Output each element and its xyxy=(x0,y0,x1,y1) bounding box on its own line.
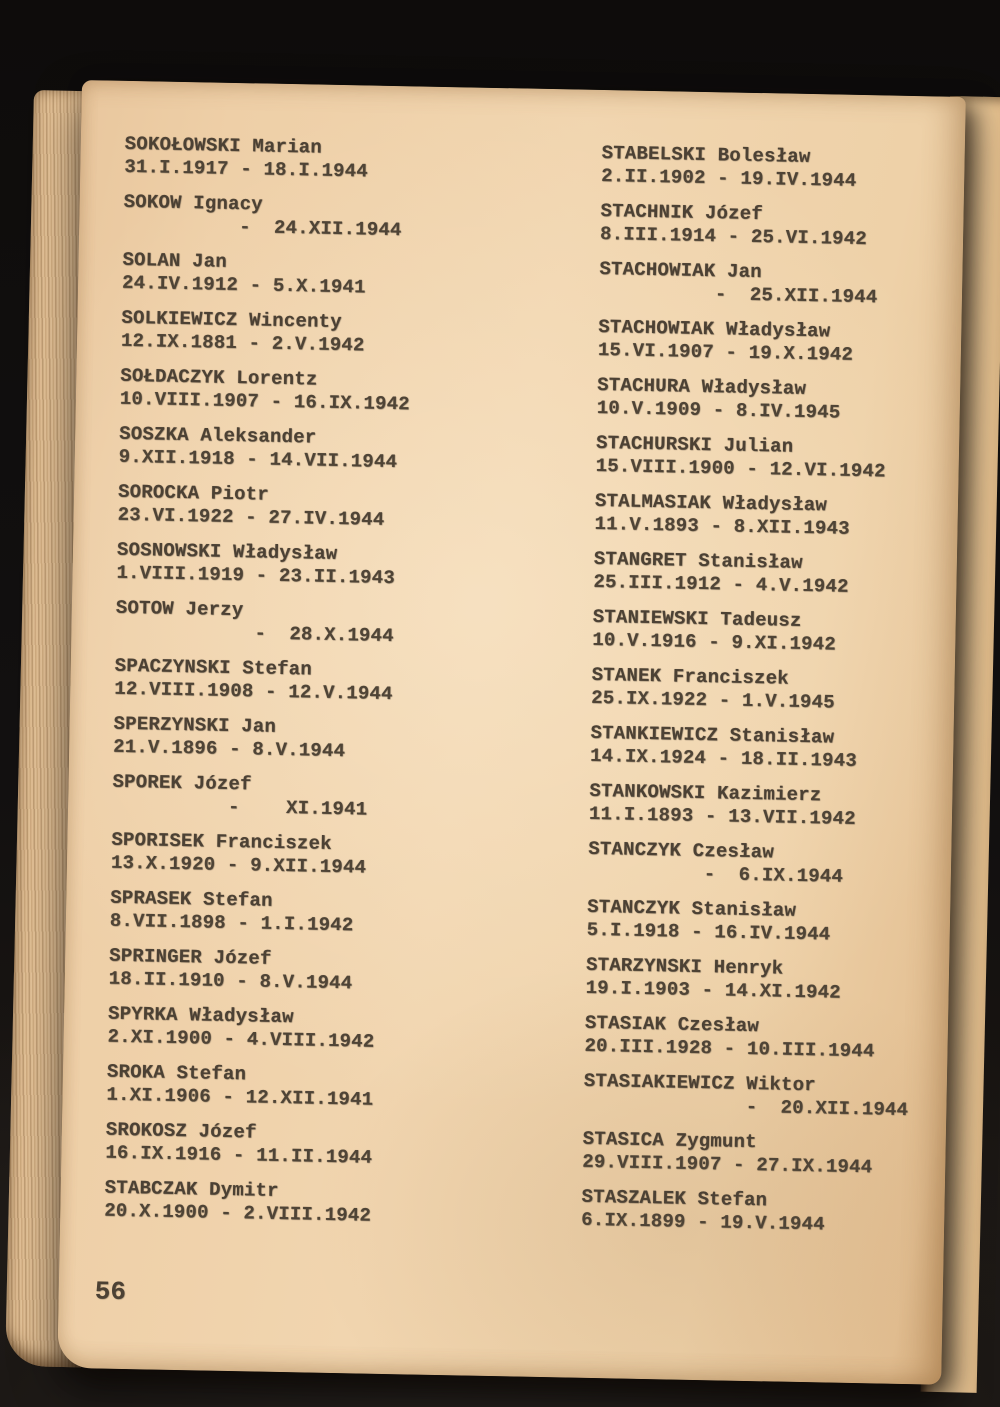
list-entry xyxy=(582,1128,908,1180)
list-entry xyxy=(105,1119,396,1171)
entry-life-dates: 15.VIII.1900 - 12.VI.1942 xyxy=(595,454,886,483)
entry-life-dates: 10.V.1916 - 9.XI.1942 xyxy=(592,628,837,656)
entry-person-name: STARZYNSKI Henryk xyxy=(585,953,784,980)
entry-person-name: STASIAKIEWICZ Wiktor xyxy=(583,1069,817,1097)
entry-life-dates: - 28.X.1944 xyxy=(115,619,395,648)
entry-life-dates: 5.I.1918 - 16.IV.1944 xyxy=(586,918,831,946)
entry-person-name: STASIAK Czesław xyxy=(584,1011,760,1038)
list-entry xyxy=(587,896,913,948)
entry-life-dates: 25.III.1912 - 4.V.1942 xyxy=(593,570,849,598)
entry-life-dates: 25.IX.1922 - 1.V.1945 xyxy=(591,686,836,714)
entry-life-dates: 9.XII.1918 - 14.VII.1944 xyxy=(118,445,398,474)
list-entry xyxy=(584,1012,910,1064)
list-entry xyxy=(104,1177,395,1229)
list-entry xyxy=(589,780,915,832)
list-entry xyxy=(123,191,414,243)
list-entry xyxy=(119,423,410,475)
list-entry xyxy=(117,481,408,533)
list-entry xyxy=(593,548,919,600)
name-list-column-right xyxy=(581,142,927,1250)
list-entry xyxy=(581,1186,907,1238)
entry-person-name: STANGRET Stanisław xyxy=(593,547,803,574)
entry-life-dates: 31.I.1917 - 18.I.1944 xyxy=(124,155,369,183)
entry-life-dates: 2.XI.1900 - 4.VIII.1942 xyxy=(107,1025,375,1053)
entry-person-name: SROKOSZ Józef xyxy=(105,1118,257,1144)
entry-life-dates: 20.III.1928 - 10.III.1944 xyxy=(584,1034,875,1063)
list-entry xyxy=(113,713,404,765)
list-entry xyxy=(590,722,916,774)
entry-life-dates: 29.VIII.1907 - 27.IX.1944 xyxy=(582,1150,873,1179)
entry-person-name: SOTOW Jerzy xyxy=(115,596,244,622)
entry-person-name: STACHURSKI Julian xyxy=(595,431,794,458)
entry-person-name: SOKOŁOWSKI Marian xyxy=(124,132,323,159)
entry-life-dates: 16.IX.1916 - 11.II.1944 xyxy=(105,1141,373,1169)
entry-person-name: SOROCKA Piotr xyxy=(117,480,270,506)
entry-life-dates: - 20.XII.1944 xyxy=(583,1092,909,1122)
list-entry xyxy=(112,771,403,823)
list-entry xyxy=(588,838,914,890)
list-entry xyxy=(114,655,405,707)
list-entry xyxy=(585,954,911,1006)
list-entry xyxy=(594,490,920,542)
entry-person-name: SPYRKA Władysław xyxy=(107,1002,294,1029)
entry-life-dates: 18.II.1910 - 8.V.1944 xyxy=(108,967,353,995)
entry-person-name: STANCZYK Czesław xyxy=(588,837,775,864)
entry-life-dates: - XI.1941 xyxy=(111,793,368,821)
list-entry xyxy=(599,258,925,310)
entry-person-name: SOŁDACZYK Lorentz xyxy=(120,364,318,391)
entry-person-name: STANIEWSKI Tadeusz xyxy=(592,605,802,632)
entry-person-name: SPRINGER Józef xyxy=(108,944,272,970)
list-entry xyxy=(595,432,921,484)
entry-life-dates: 12.VIII.1908 - 12.V.1944 xyxy=(114,677,393,706)
list-entry xyxy=(110,887,401,939)
entry-person-name: STACHNIK Józef xyxy=(600,199,764,226)
entry-person-name: SROKA Stefan xyxy=(106,1060,247,1086)
book-page xyxy=(57,80,966,1385)
entry-life-dates: 10.VIII.1907 - 16.IX.1942 xyxy=(119,387,411,416)
entry-life-dates: 10.V.1909 - 8.IV.1945 xyxy=(596,396,841,424)
entry-person-name: STALMASIAK Władysław xyxy=(594,489,828,517)
list-entry xyxy=(120,365,411,417)
list-entry xyxy=(597,374,923,426)
entry-life-dates: 1.XI.1906 - 12.XII.1941 xyxy=(106,1083,374,1111)
entry-person-name: STACHURA Władysław xyxy=(597,373,807,400)
entry-life-dates: - 6.IX.1944 xyxy=(587,860,844,888)
list-entry xyxy=(598,316,924,368)
list-entry xyxy=(106,1061,397,1113)
entry-life-dates: 19.I.1903 - 14.XI.1942 xyxy=(585,976,842,1004)
entry-person-name: SPOREK Józef xyxy=(112,770,252,796)
list-entry xyxy=(115,597,406,649)
entry-life-dates: 15.VI.1907 - 19.X.1942 xyxy=(597,338,854,366)
list-entry xyxy=(121,307,412,359)
entry-life-dates: - 24.XII.1944 xyxy=(123,213,402,242)
list-entry xyxy=(122,249,413,301)
entry-person-name: STANEK Franciszek xyxy=(591,663,790,690)
entry-person-name: SOLKIEWICZ Wincenty xyxy=(121,306,343,334)
entry-life-dates: - 25.XII.1944 xyxy=(598,280,878,309)
entry-person-name: STACHOWIAK Władysław xyxy=(598,315,831,343)
entry-life-dates: 6.IX.1899 - 19.V.1944 xyxy=(580,1208,826,1236)
entry-person-name: STANCZYK Stanisław xyxy=(587,895,797,922)
entry-life-dates: 8.III.1914 - 25.VI.1942 xyxy=(599,222,868,251)
list-entry xyxy=(601,142,927,194)
name-list-column-left xyxy=(104,133,415,1240)
entry-life-dates: 14.IX.1924 - 18.II.1943 xyxy=(589,744,858,772)
entry-person-name: SPERZYNSKI Jan xyxy=(113,712,277,738)
list-entry xyxy=(592,606,918,658)
list-entry xyxy=(583,1070,909,1122)
entry-life-dates: 11.I.1893 - 13.VII.1942 xyxy=(588,802,857,830)
entry-person-name: STASICA Zygmunt xyxy=(582,1127,757,1154)
entry-person-name: STACHOWIAK Jan xyxy=(599,257,763,284)
entry-person-name: STABCZAK Dymitr xyxy=(104,1176,279,1202)
entry-life-dates: 20.X.1900 - 2.VIII.1942 xyxy=(104,1199,372,1227)
list-entry xyxy=(116,539,407,591)
list-entry xyxy=(109,945,400,997)
list-entry xyxy=(591,664,917,716)
entry-person-name: SOLAN Jan xyxy=(122,248,228,273)
entry-life-dates: 21.V.1896 - 8.V.1944 xyxy=(112,735,346,763)
entry-life-dates: 24.IV.1912 - 5.X.1941 xyxy=(121,271,366,299)
entry-person-name: STASZALEK Stefan xyxy=(581,1185,768,1212)
page-number: 56 xyxy=(94,1276,127,1308)
entry-person-name: SPRASEK Stefan xyxy=(110,886,273,912)
entry-person-name: SOSNOWSKI Władysław xyxy=(116,538,338,565)
entry-person-name: SOKOW Ignacy xyxy=(123,190,264,216)
list-entry xyxy=(124,133,415,185)
entry-person-name: SPORISEK Franciszek xyxy=(111,828,333,855)
entry-life-dates: 11.V.1893 - 8.XII.1943 xyxy=(594,512,850,540)
entry-person-name: STANKIEWICZ Stanisław xyxy=(590,721,835,749)
entry-life-dates: 2.II.1902 - 19.IV.1944 xyxy=(601,164,857,192)
entry-person-name: STABELSKI Bolesław xyxy=(601,141,811,168)
entry-life-dates: 23.VI.1922 - 27.IV.1944 xyxy=(117,503,385,531)
entry-person-name: STANKOWSKI Kazimierz xyxy=(589,779,822,807)
entry-life-dates: 12.IX.1881 - 2.V.1942 xyxy=(120,329,365,357)
entry-person-name: SPACZYNSKI Stefan xyxy=(114,654,313,681)
list-entry xyxy=(107,1003,398,1055)
list-entry xyxy=(111,829,402,881)
entry-life-dates: 1.VIII.1919 - 23.II.1943 xyxy=(116,561,396,590)
entry-life-dates: 8.VII.1898 - 1.I.1942 xyxy=(109,909,354,937)
entry-life-dates: 13.X.1920 - 9.XII.1944 xyxy=(110,851,367,879)
entry-person-name: SOSZKA Aleksander xyxy=(119,422,317,449)
list-entry xyxy=(600,200,926,252)
